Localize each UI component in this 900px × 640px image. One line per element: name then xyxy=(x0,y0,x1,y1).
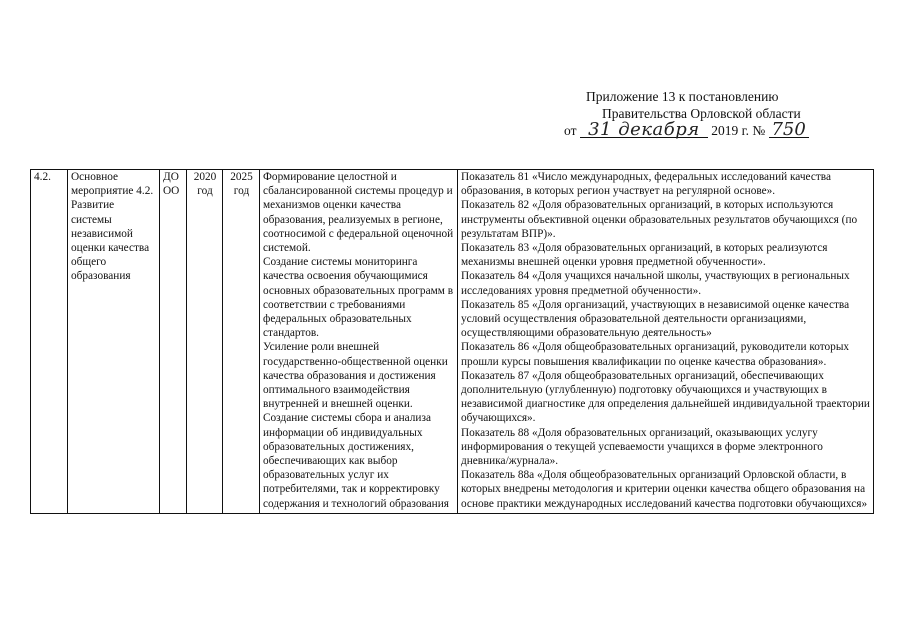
indicator-item: Показатель 85 «Доля организаций, участвующих в независимой оценке качества условий осуществления образовательной деятельности организациями, осуществляющими образовательную деятельность» xyxy=(461,298,850,340)
result-item: Создание системы мониторинга качества освоения обучающимися основных образовательных программ в соответствии с требованиями федеральных образовательных стандартов. xyxy=(263,256,454,340)
indicators xyxy=(458,170,874,514)
year-end: 2025 год xyxy=(223,170,260,514)
indicator-item: Показатель 81 «Число международных, федеральных исследований качества образования, в которых регион участвует на регулярной основе». xyxy=(461,171,831,198)
appendix-title: Приложение 13 к постановлению xyxy=(586,89,779,104)
indicator-item: Показатель 86 «Доля общеобразовательных организаций, руководители которых прошли курсы повышения квалификации по оценке качества образования». xyxy=(461,341,850,368)
result-item: Усиление роли внешней государственно-общественной оценки качества образования и достижения оптимального взаимодействия внутренней и внешней оценки. xyxy=(263,341,448,411)
indicator-item: Показатель 83 «Доля образовательных организаций, в которых реализуются механизмы внешней оценки уровня предметной обученности». xyxy=(461,242,828,269)
handwritten-date: 31 декабря xyxy=(580,123,708,138)
table-row xyxy=(31,170,874,514)
appendix-date-line xyxy=(560,119,880,140)
from-label: от xyxy=(564,123,577,138)
indicator-item: Показатель 87 «Доля общеобразовательных организаций, обеспечивающих дополнительную (углубленную) подготовку обучающихся и участвующих в независимой диагностике для определения дальнейшей индивидуальной траектории обучающихся». xyxy=(461,369,870,425)
row-number: 4.2. xyxy=(31,170,68,514)
handwritten-number: 750 xyxy=(769,123,809,138)
activities-table xyxy=(30,169,874,514)
expected-results xyxy=(260,170,458,514)
activity-name: Основное мероприятие 4.2. Развитие системы независимой оценки качества общего образования xyxy=(68,170,160,514)
document-header xyxy=(560,88,880,139)
indicator-item: Показатель 82 «Доля образовательных организаций, в которых используются инструменты объективной оценки образовательных результатов обучающихся (по результатам ВПР)». xyxy=(461,199,858,240)
year-number-label: 2019 г. № xyxy=(711,123,766,138)
result-item: Создание системы сбора и анализа информации об индивидуальных образовательных достижениях, обеспечивающих как выбор образовательных услуг их потребителями, так и корректировку содержания и технологий образования xyxy=(263,412,449,510)
indicator-item: Показатель 88 «Доля образовательных организаций, оказывающих услугу информирования о текущей успеваемости учащихся в форме электронного дневника/журнала». xyxy=(461,426,823,468)
year-start: 2020 год xyxy=(187,170,223,514)
indicator-item: Показатель 88а «Доля общеобразовательных организаций Орловской области, в которых внедрены методология и критерии оценки качества общего образования на основе практики международных исследований качества подготовки обучающихся» xyxy=(461,469,868,510)
result-item: Формирование целостной и сбалансированной системы процедур и механизмов оценки качества образования, реализуемых в регионе, соотносимой с федеральной оценочной системой. xyxy=(263,171,454,255)
indicator-item: Показатель 84 «Доля учащихся начальной школы, участвующих в региональных исследованиях уровня предметной обученности». xyxy=(461,270,850,297)
executor: ДО ОО xyxy=(160,170,187,514)
appendix-authority: Правительства Орловской области xyxy=(602,106,801,121)
